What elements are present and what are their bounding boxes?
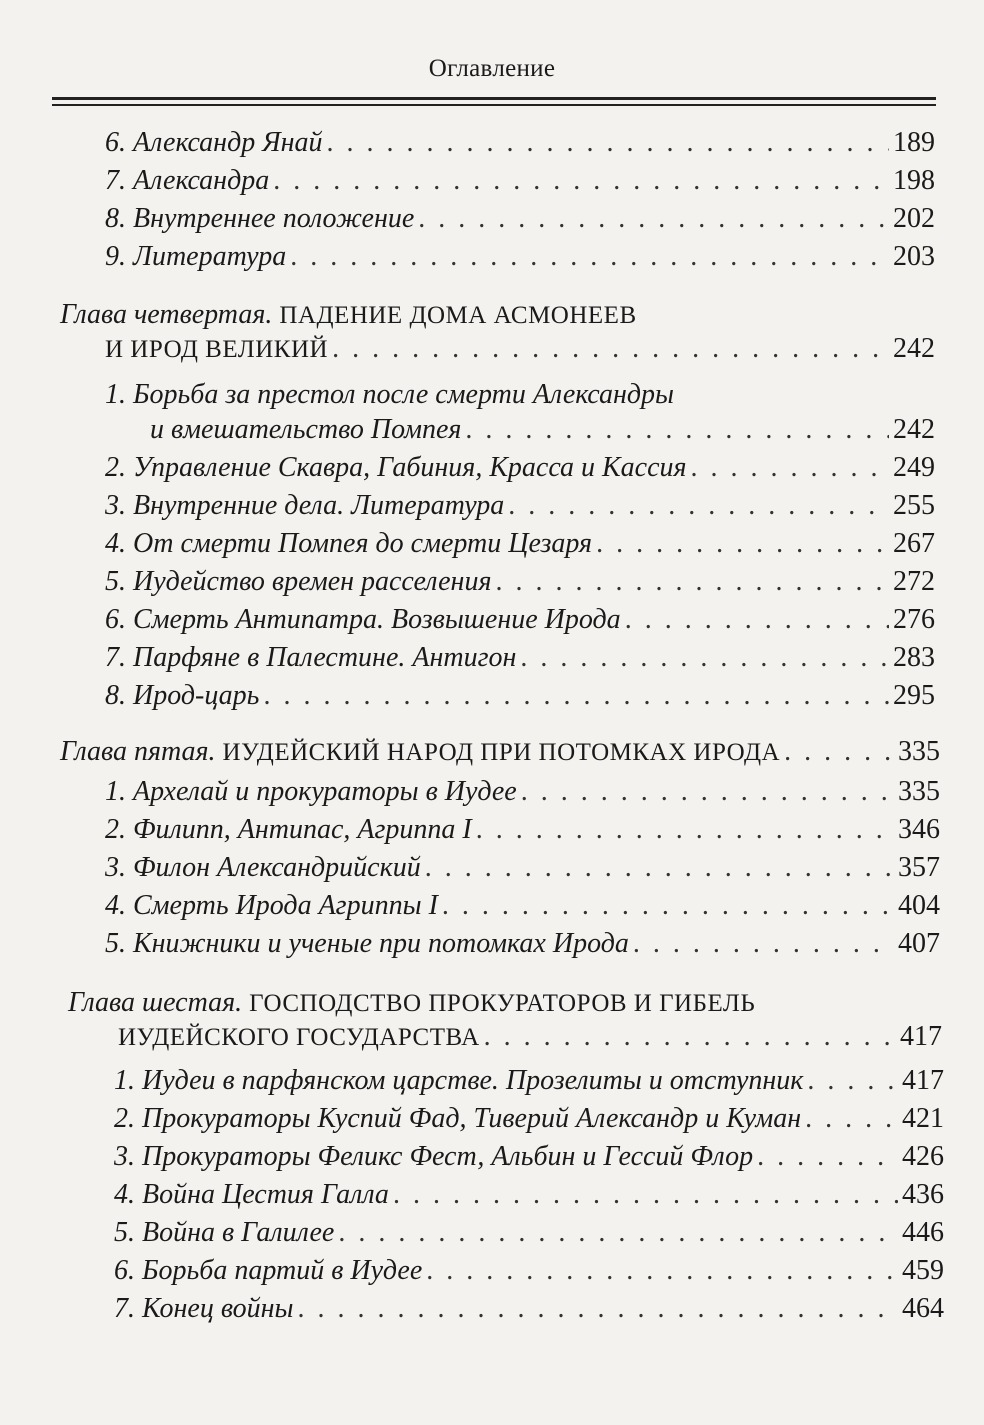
- toc-entry[interactable]: [105, 162, 935, 200]
- toc-entry[interactable]: [105, 677, 935, 715]
- leader-dots: [338, 1214, 898, 1252]
- leader-dots: [508, 487, 889, 525]
- leader-dots: [290, 238, 889, 276]
- toc-entry-title: 7. Конец войны: [114, 1293, 294, 1324]
- toc-entry[interactable]: [114, 1100, 944, 1138]
- toc-entry-page: 407: [898, 928, 940, 959]
- toc-entry-title: 7. Александра: [105, 165, 270, 196]
- toc-entry-title: 5. Война в Галилее: [114, 1217, 335, 1248]
- toc-entry[interactable]: [114, 1290, 944, 1328]
- toc-entry[interactable]: [105, 601, 935, 639]
- chapter-title: ИУДЕЙСКОГО ГОСУДАРСТВА: [118, 1024, 480, 1051]
- leader-dots: [495, 563, 889, 601]
- toc-entry-page: 464: [902, 1293, 944, 1324]
- toc-entry[interactable]: [105, 887, 940, 925]
- leader-dots: [442, 887, 894, 925]
- toc-entry-page: 404: [898, 890, 940, 921]
- toc-entry-title: 2. Прокураторы Куспий Фад, Тиверий Александр и Куман: [114, 1103, 802, 1134]
- toc-entry-title: 6. Смерть Антипатра. Возвышение Ирода: [105, 604, 621, 635]
- toc-entry-page: 283: [893, 642, 935, 673]
- leader-dots: [418, 200, 889, 238]
- toc-entry-title: 8. Внутреннее положение: [105, 203, 415, 234]
- chapter-title: И ИРОД ВЕЛИКИЙ: [105, 336, 329, 363]
- chapter-4-title-entry[interactable]: [105, 330, 935, 368]
- toc-entry[interactable]: [105, 773, 940, 811]
- toc-entry-page: 242: [893, 333, 935, 364]
- toc-entry-title: 8. Ирод-царь: [105, 680, 260, 711]
- toc-entry-title: 5. Иудейство времен расселения: [105, 566, 492, 597]
- toc-entry-title: 4. Война Цестия Галла: [114, 1179, 389, 1210]
- toc-entry-page: 198: [893, 165, 935, 196]
- leader-dots: [691, 449, 889, 487]
- leader-dots: [263, 677, 889, 715]
- toc-entry-page: 202: [893, 203, 935, 234]
- toc-entry-page: 203: [893, 241, 935, 272]
- toc-entry-title: 6. Борьба партий в Иудее: [114, 1255, 423, 1286]
- toc-entry[interactable]: [105, 525, 935, 563]
- toc-entry[interactable]: [105, 487, 935, 525]
- toc-entry[interactable]: [114, 1214, 944, 1252]
- leader-dots: [757, 1138, 898, 1176]
- leader-dots: [484, 1018, 896, 1056]
- toc-entry-page: 255: [893, 490, 935, 521]
- toc-entry-page: 335: [898, 776, 940, 807]
- chapter-5-heading[interactable]: [60, 733, 940, 771]
- leader-dots: [476, 811, 894, 849]
- toc-entry-page: 249: [893, 452, 935, 483]
- toc-entry-title: 4. Смерть Ирода Агриппы I: [105, 890, 438, 921]
- leader-dots: [625, 601, 889, 639]
- toc-entry-title: 3. Филон Александрийский: [105, 852, 421, 883]
- leader-dots: [297, 1290, 898, 1328]
- toc-entry-page: 357: [898, 852, 940, 883]
- chapter-label: Глава шестая.: [68, 987, 243, 1018]
- chapter-6-title-entry[interactable]: [118, 1018, 942, 1056]
- toc-entry-page: 436: [902, 1179, 944, 1210]
- chapter-title: ГОСПОДСТВО ПРОКУРАТОРОВ И ГИБЕЛЬ: [249, 990, 756, 1017]
- toc-entry-page: 267: [893, 528, 935, 559]
- leader-dots: [805, 1100, 898, 1138]
- toc-entry-title: 7. Парфяне в Палестине. Антигон: [105, 642, 517, 673]
- chapter-label: Глава пятая.: [60, 736, 216, 767]
- toc-entry-page: 446: [902, 1217, 944, 1248]
- leader-dots: [327, 124, 889, 162]
- leader-dots: [393, 1176, 898, 1214]
- chapter-title: ИУДЕЙСКИЙ НАРОД ПРИ ПОТОМКАХ ИРОДА: [222, 739, 781, 766]
- leader-dots: [807, 1062, 898, 1100]
- toc-entry-title: 6. Александр Янай: [105, 127, 323, 158]
- toc-entry-page: 276: [893, 604, 935, 635]
- toc-entry-title: 9. Литература: [105, 241, 287, 272]
- toc-entry-page: 295: [893, 680, 935, 711]
- toc-entry-title: 1. Архелай и прокураторы в Иудее: [105, 776, 517, 807]
- toc-entry-title: 5. Книжники и ученые при потомках Ирода: [105, 928, 629, 959]
- leader-dots: [332, 330, 889, 368]
- toc-entry[interactable]: [105, 849, 940, 887]
- leader-dots: [633, 925, 894, 963]
- leader-dots: [596, 525, 889, 563]
- toc-entry[interactable]: [105, 200, 935, 238]
- toc-entry-title: 3. Внутренние дела. Литература: [105, 490, 505, 521]
- toc-entry-title: 2. Управление Скавра, Габиния, Красса и Кассия: [105, 452, 687, 483]
- page-header: Оглавление: [428, 55, 556, 82]
- toc-entry[interactable]: [105, 639, 935, 677]
- toc-entry-title: 4. От смерти Помпея до смерти Цезаря: [105, 528, 593, 559]
- leader-dots: [426, 1252, 898, 1290]
- leader-dots: [273, 162, 889, 200]
- toc-entry-page: 417: [902, 1065, 944, 1096]
- toc-entry-title: 3. Прокураторы Феликс Фест, Альбин и Гессий Флор: [114, 1141, 754, 1172]
- toc-entry[interactable]: [150, 411, 935, 449]
- toc-entry-page: 346: [898, 814, 940, 845]
- header-rule-thick: [52, 97, 936, 100]
- leader-dots: [425, 849, 894, 887]
- leader-dots: [521, 773, 894, 811]
- toc-entry-page: 421: [902, 1103, 944, 1134]
- header-rule-thin: [52, 104, 936, 106]
- toc-entry-page: 189: [893, 127, 935, 158]
- toc-entry-page: 417: [900, 1021, 942, 1052]
- toc-entry[interactable]: [114, 1138, 944, 1176]
- toc-entry[interactable]: [105, 925, 940, 963]
- toc-entry-page: 242: [893, 414, 935, 445]
- toc-entry[interactable]: [114, 1062, 944, 1100]
- leader-dots: [520, 639, 889, 677]
- toc-entry-page: 459: [902, 1255, 944, 1286]
- toc-entry-title: 1. Иудеи в парфянском царстве. Прозелиты и отступник: [114, 1065, 804, 1096]
- toc-entry[interactable]: [114, 1176, 944, 1214]
- toc-entry[interactable]: [105, 238, 935, 276]
- toc-entry-page: 335: [898, 736, 940, 767]
- toc-entry[interactable]: [105, 811, 940, 849]
- chapter-title: ПАДЕНИЕ ДОМА АСМОНЕЕВ: [279, 302, 637, 329]
- leader-dots: [784, 733, 894, 771]
- toc-entry-page: 272: [893, 566, 935, 597]
- toc-entry[interactable]: [105, 563, 935, 601]
- toc-entry-title: и вмешательство Помпея: [150, 414, 462, 445]
- toc-entry-page: 426: [902, 1141, 944, 1172]
- toc-entry[interactable]: [105, 449, 935, 487]
- chapter-label: Глава четвертая.: [60, 299, 273, 330]
- leader-dots: [465, 411, 889, 449]
- toc-entry[interactable]: [114, 1252, 944, 1290]
- toc-entry-title: 1. Борьба за престол после смерти Александры: [105, 379, 675, 410]
- toc-entry[interactable]: [105, 124, 935, 162]
- toc-entry-title: 2. Филипп, Антипас, Агриппа I: [105, 814, 472, 845]
